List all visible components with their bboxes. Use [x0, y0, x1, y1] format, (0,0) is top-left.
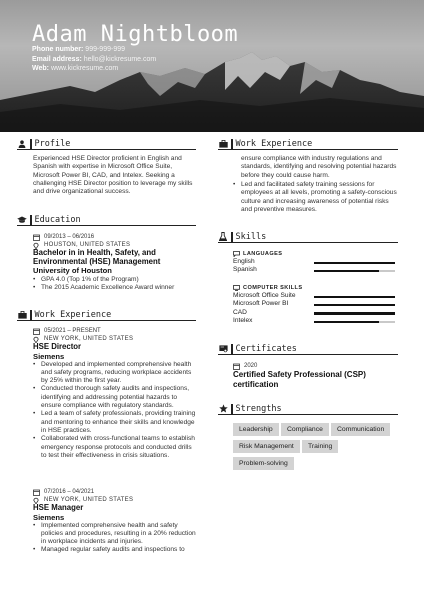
job-role: HSE Manager [33, 503, 84, 512]
skill-name: Intelex [233, 317, 253, 325]
certificate-name: Certified Safety Professional (CSP) certification [233, 370, 366, 389]
monitor-icon [233, 285, 240, 291]
skill-name: English [233, 258, 255, 265]
skill-bar [314, 304, 395, 307]
education-dates: 09/2013 – 06/2016 [44, 234, 95, 240]
job-dates: 07/2016 – 04/2021 [44, 489, 95, 495]
profile-title: Profile [34, 138, 71, 149]
education-school: University of Houston [33, 266, 112, 276]
list-item: • Collaborated with cross-functional teams to establish emergency response protocols and conducted drills to test their effectiveness in crisis situations. [33, 435, 198, 460]
skill-row [233, 266, 395, 274]
skills-title: Skills [235, 231, 267, 242]
job-company: Siemens [33, 512, 65, 522]
job-entry-2 [33, 488, 198, 555]
phone-label: Phone number: [32, 46, 84, 53]
certificates-title: Certificates [235, 343, 297, 354]
strengths-section-header [218, 403, 398, 415]
strength-tag: Communication [331, 423, 390, 436]
star-icon [218, 404, 228, 414]
job-bullets [33, 361, 198, 461]
work-title: Work Experience [34, 309, 112, 320]
work-continued-text [241, 155, 398, 180]
graduation-cap-icon [17, 215, 27, 225]
calendar-icon [233, 363, 241, 370]
phone-value: 999-999-999 [85, 46, 125, 53]
certificates-section-header [218, 343, 398, 355]
skill-name: Microsoft Office Suite [233, 292, 296, 299]
strength-tag: Training [302, 440, 338, 453]
skill-row [233, 309, 395, 317]
job-entry-1 [33, 327, 198, 460]
skills-section-header [218, 231, 398, 243]
briefcase-icon [218, 139, 228, 149]
work-section-header [17, 309, 196, 321]
person-icon [17, 139, 27, 149]
education-bullets [33, 276, 198, 293]
certificate-icon [218, 344, 228, 354]
skill-row [233, 317, 395, 325]
speech-bubble-icon [233, 251, 240, 257]
languages-heading [233, 250, 395, 258]
calendar-icon [33, 328, 41, 335]
list-item: • GPA 4.0 (Top 1% of the Program) [33, 276, 198, 284]
job-location: NEW YORK, UNITED STATES [44, 497, 134, 503]
certificate-entry [233, 362, 398, 389]
skill-name: Spanish [233, 266, 257, 274]
skill-bar [314, 262, 395, 265]
education-title: Education [34, 214, 81, 225]
education-location: HOUSTON, UNITED STATES [44, 242, 131, 248]
skill-bar [314, 321, 395, 324]
list-item: • Led a team of safety professionals, providing training and mentoring to enhance their skills and knowledge in HSE practices. [33, 410, 198, 435]
job-role: HSE Director [33, 342, 82, 351]
flask-icon [218, 232, 228, 242]
skill-row [233, 292, 395, 300]
job-dates-line [33, 327, 198, 335]
certificate-year-line [233, 362, 398, 370]
computer-skills-title: COMPUTER SKILLS [243, 285, 303, 291]
list-item: • Implemented comprehensive health and safety policies and procedures, resulting in a 20% reduction in workplace incidents and injuries. [33, 522, 198, 547]
calendar-icon [33, 234, 41, 241]
certificate-year: 2020 [244, 363, 258, 369]
languages-group [233, 250, 395, 275]
job-dates: 05/2021 – PRESENT [44, 328, 101, 334]
candidate-name: Adam Nightbloom [32, 22, 239, 47]
job-bullets [33, 522, 198, 555]
list-item: • Led and facilitated safety training sessions for employees at all levels, promoting a safety-conscious culture and increasing awareness of potential risks and preventive measures. [233, 181, 398, 214]
computer-skills-heading [233, 284, 395, 292]
strength-tag: Problem-solving [233, 457, 294, 470]
calendar-icon [33, 489, 41, 496]
web-label: Web: [32, 65, 49, 72]
continued-paragraph: ensure compliance with industry regulations and standards, identifying and resolving potential hazards before they could cause harm. [241, 155, 397, 179]
profile-summary: Experienced HSE Director proficient in English and Spanish with expertise in Microsoft Office Suite, Microsoft Power BI, CAD, and Intelex. Seeking a challenging HSE Director position to leverage my skills and drive organizational success. [33, 155, 193, 196]
work-continued-section-header [218, 138, 398, 150]
job-dates-line [33, 488, 198, 496]
computer-skills-group [233, 284, 395, 326]
skill-bar [314, 270, 395, 273]
header-banner [0, 0, 424, 132]
work-continued-bullets [233, 181, 398, 214]
strength-tag: Compliance [281, 423, 329, 436]
list-item: • The 2015 Academic Excellence Award winner [33, 284, 198, 292]
list-item: • Managed regular safety audits and inspections to [33, 546, 198, 554]
strengths-title: Strengths [235, 403, 282, 414]
strength-tag: Risk Management [233, 440, 300, 453]
education-section-header [17, 214, 196, 226]
skill-bar [314, 312, 395, 315]
strength-tag: Leadership [233, 423, 279, 436]
education-entry [33, 233, 198, 293]
education-degree: Bachelor in in Health, Safety, and Environmental (HSE) Management [33, 248, 161, 266]
web-link[interactable]: www.kickresume.com [50, 65, 119, 72]
job-company: Siemens [33, 351, 65, 361]
skill-name: CAD [233, 308, 247, 316]
skill-name: Microsoft Power BI [233, 300, 289, 308]
education-dates-line [33, 233, 198, 241]
briefcase-icon [17, 310, 27, 320]
email-link[interactable]: hello@kickresume.com [83, 55, 157, 63]
work-continued-title: Work Experience [235, 138, 313, 149]
skill-row [233, 258, 395, 266]
contact-block [32, 45, 156, 74]
skill-bar [314, 296, 395, 299]
job-location: NEW YORK, UNITED STATES [44, 336, 134, 342]
skill-row [233, 300, 395, 308]
profile-section-header [17, 138, 196, 150]
email-label: Email address: [32, 55, 82, 63]
list-item: • Conducted thorough safety audits and inspections, identifying and addressing potential hazards to ensure compliance with regulatory standards. [33, 385, 198, 410]
languages-title: LANGUAGES [243, 251, 283, 257]
list-item: • Developed and implemented comprehensive health and safety programs, reducing workplace accidents by 25% within the first year. [33, 361, 198, 386]
